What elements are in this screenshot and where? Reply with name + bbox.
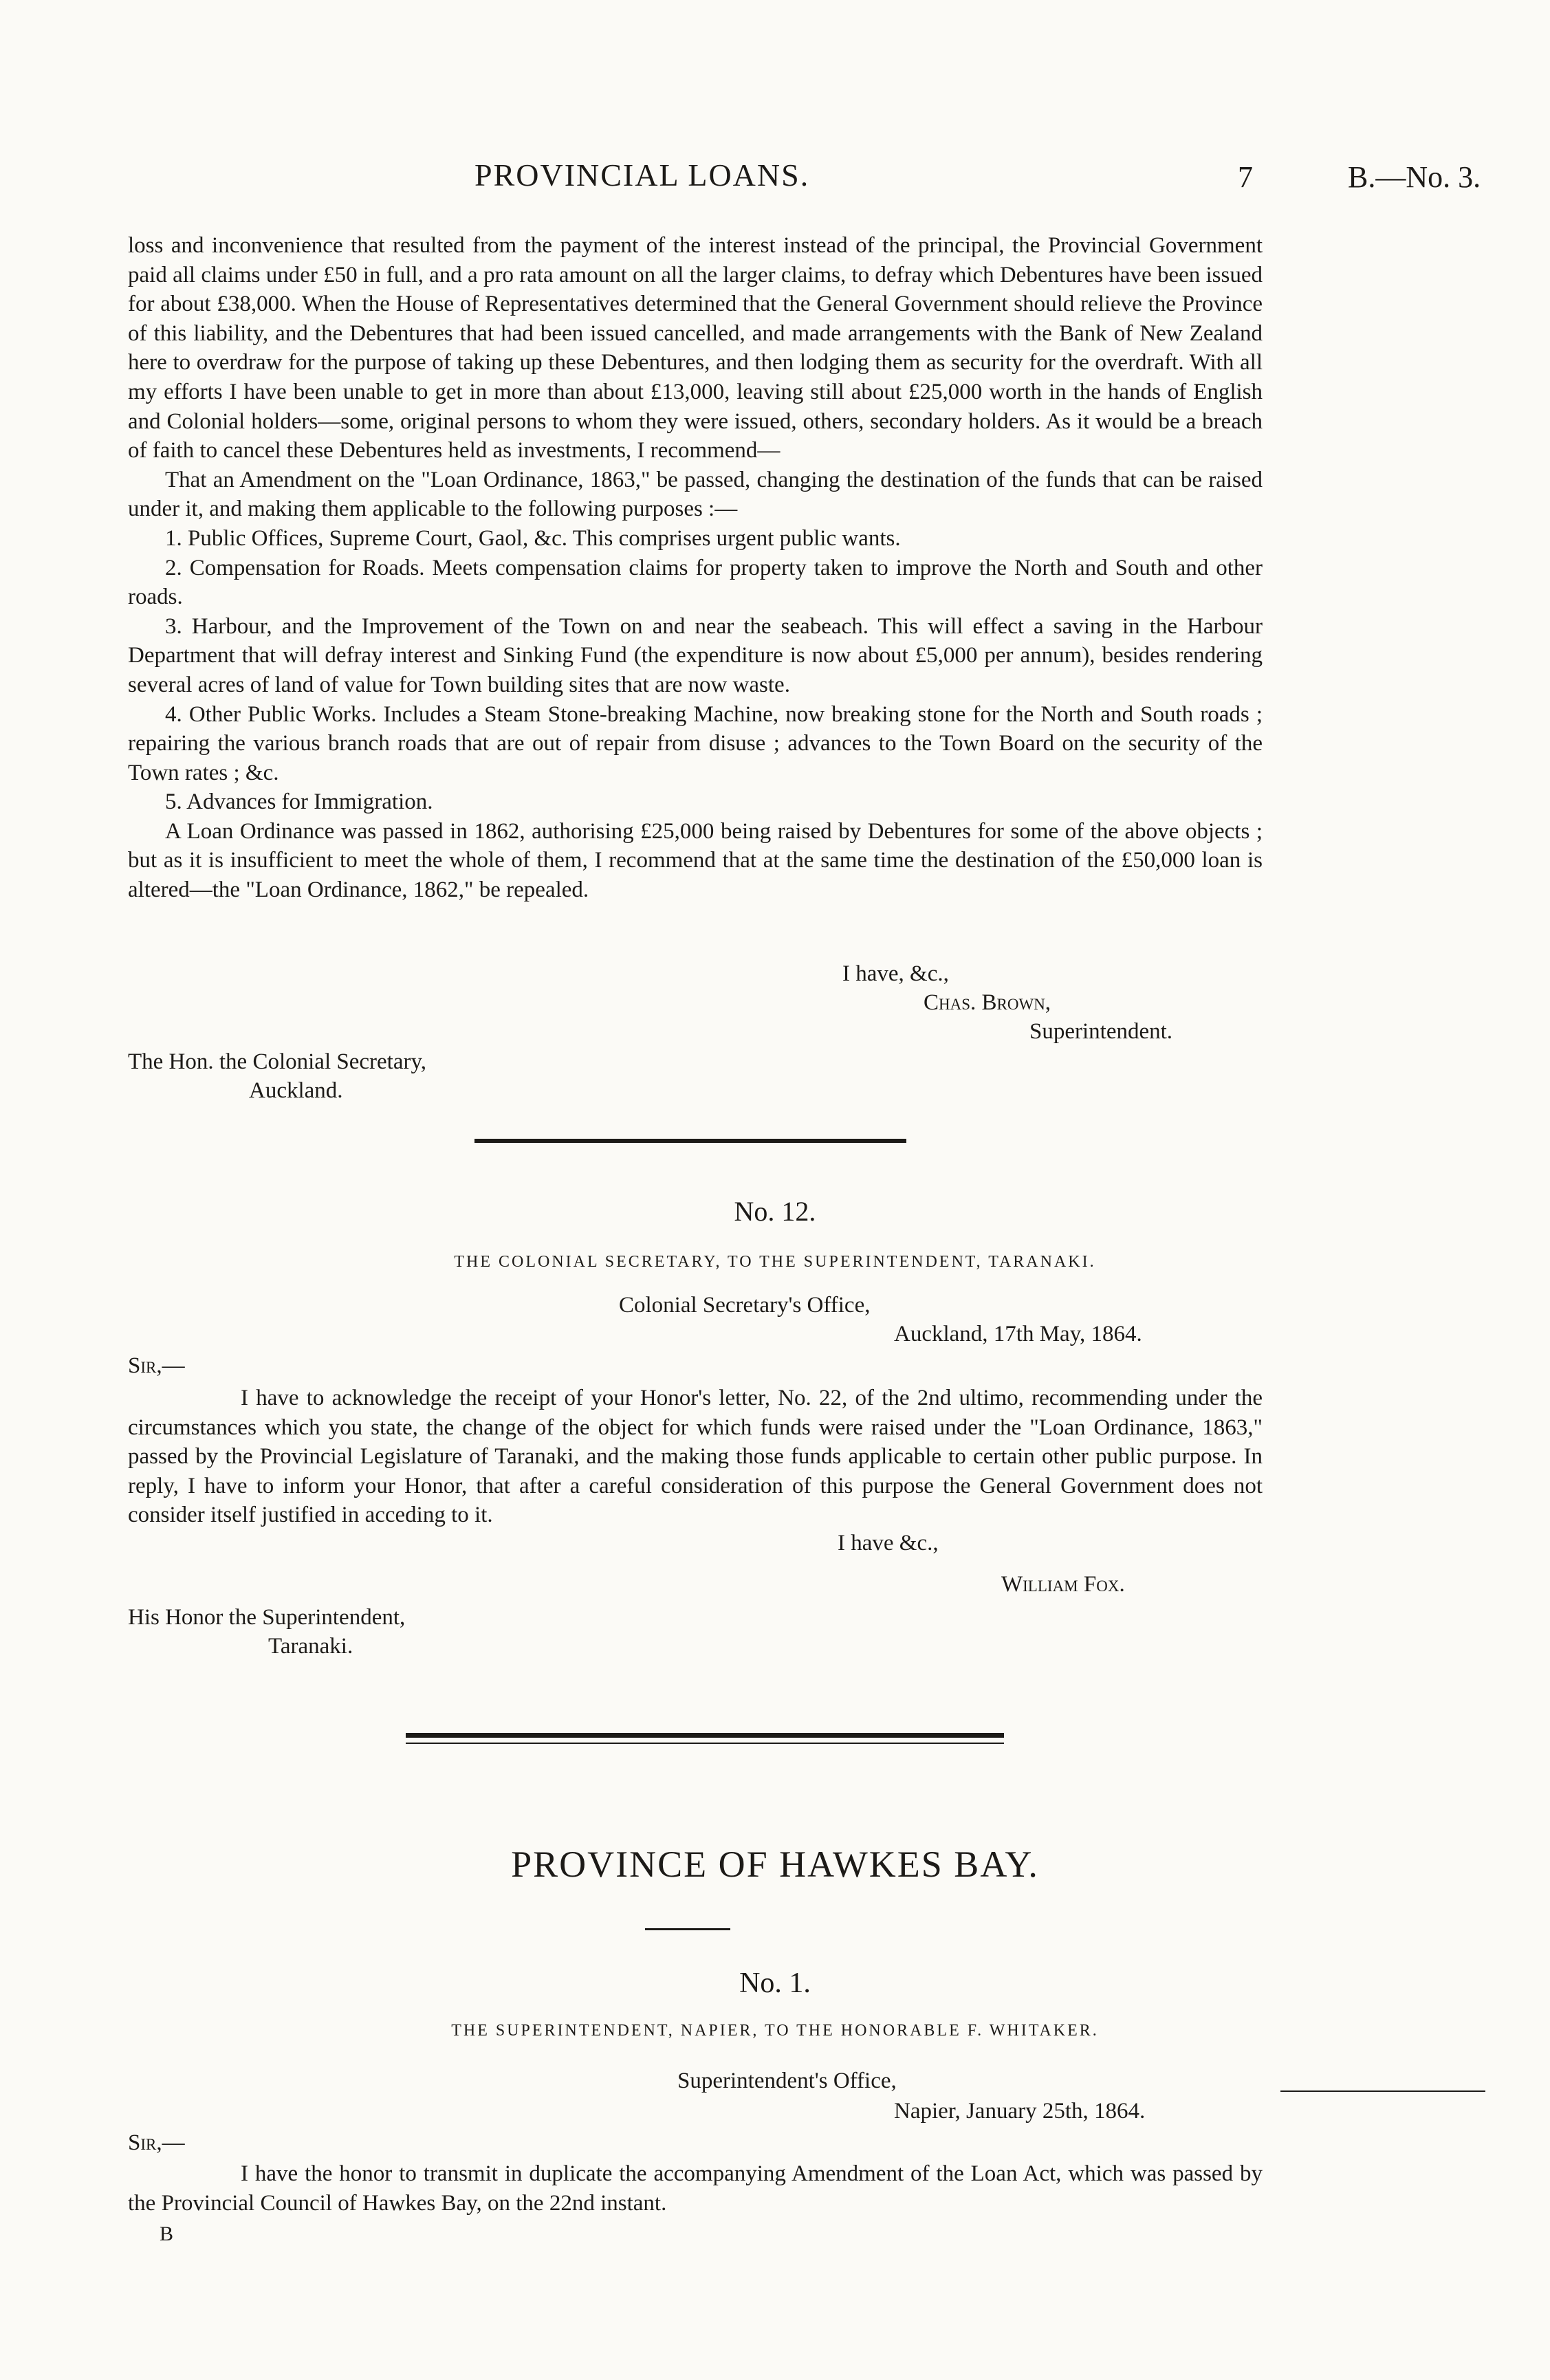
margin-rule [1280, 2090, 1485, 2092]
section-divider [474, 1139, 906, 1143]
letter11-signature-title: Superintendent. [1029, 1019, 1173, 1044]
short-rule [645, 1928, 730, 1930]
letter11-addressee-line1: The Hon. the Colonial Secretary, [128, 1049, 427, 1074]
letter11-body [128, 231, 1263, 905]
letter12-body: I have to acknowledge the receipt of your Honor's letter, No. 22, of the 2nd ultimo, recommending under the circumstances which you state, the change of the object for which funds were raised under the "Loan Ordinance, 1863," passed by the Provincial Legislature of Taranaki, and the making those funds applicable to certain other public purpose. In reply, I have to inform your Honor, that after a careful consideration of this purpose the General Government does not consider itself justified in acceding to it. [128, 1386, 1263, 1528]
letter-h1-office: Superintendent's Office, [677, 2068, 897, 2093]
page-number: 7 [1238, 160, 1253, 194]
section-title: PROVINCE OF HAWKES BAY. [511, 1844, 1039, 1885]
double-rule-bottom [406, 1743, 1004, 1744]
letter11-closing: I have, &c., [842, 961, 949, 986]
list-item: 2. Compensation for Roads. Meets compensation claims for property taken to improve the North and South and other roads. [128, 555, 1263, 610]
letter11-paragraph-2: That an Amendment on the "Loan Ordinance, 1863," be passed, changing the destination of the funds that can be raised under it, and making them applicable to the following purposes :— [128, 467, 1263, 522]
letter12-place-date: Auckland, 17th May, 1864. [894, 1322, 1142, 1346]
list-item: 1. Public Offices, Supreme Court, Gaol, &c. This comprises urgent public wants. [165, 525, 901, 551]
list-item: 4. Other Public Works. Includes a Steam Stone-breaking Machine, now breaking stone for the North and South roads ; repairing the various branch roads that are out of repair from disuse ; advances to the Town Board on the security of the Town rates ; &c. [128, 701, 1263, 785]
signature-mark: B [160, 2223, 174, 2245]
letter11-paragraph-1: loss and inconvenience that resulted from the payment of the interest instead of the principal, the Provincial Government paid all claims under £50 in full, and a pro rata amount on all the larger claims, to defray which Debentures have been issued for about £38,000. When the House of Representatives determined that the General Government should relieve the Province of this liability, and the Debentures that had been issued cancelled, and made arrangements with the Bank of New Zealand here to overdraw for the purpose of taking up these Debentures, and then lodging them as security for the overdraft. With all my efforts I have been unable to get in more than about £13,000, leaving still about £25,000 worth in the hands of English and Colonial holders—some, original persons to whom they were issued, others, secondary holders. As it would be a breach of faith to cancel these Debentures held as investments, I recommend— [128, 233, 1263, 463]
letter11-signature: Chas. Brown, [924, 990, 1051, 1015]
paper-reference: B.—No. 3. [1348, 160, 1481, 194]
letter-h1-body: I have the honor to transmit in duplicate the accompanying Amendment of the Loan Act, which was passed by the Provincial Council of Hawkes Bay, on the 22nd instant. [128, 2161, 1263, 2216]
double-rule-top [406, 1733, 1004, 1738]
list-item: 5. Advances for Immigration. [165, 789, 433, 815]
letter-h1-heading: THE SUPERINTENDENT, NAPIER, TO THE HONORABLE F. WHITAKER. [451, 2022, 1099, 2040]
letter12-closing: I have &c., [838, 1531, 939, 1555]
letter-h1-place-date: Napier, January 25th, 1864. [894, 2099, 1146, 2124]
letter12-office: Colonial Secretary's Office, [619, 1293, 871, 1318]
letter12-signature: William Fox. [1001, 1572, 1125, 1597]
list-item: 3. Harbour, and the Improvement of the Town on and near the seabeach. This will effect a saving in the Harbour Department that will defray interest and Sinking Fund (the expenditure is now about £5,000 per annum), besides rendering several acres of land of value for Town building sites that are now waste. [128, 613, 1263, 697]
letter-h1-number: No. 1. [739, 1967, 811, 1999]
letter12-number: No. 12. [734, 1196, 816, 1227]
letter11-paragraph-3: A Loan Ordinance was passed in 1862, authorising £25,000 being raised by Debentures for some of the above objects ; but as it is insufficient to meet the whole of them, I recommend that at the same time the destination of the £50,000 loan is altered—the "Loan Ordinance, 1862," be repealed. [128, 818, 1263, 903]
letter-h1-salutation: Sir,— [128, 2130, 185, 2155]
letter12-addressee-line1: His Honor the Superintendent, [128, 1605, 406, 1630]
running-title: PROVINCIAL LOANS. [474, 157, 810, 193]
letter11-addressee-line2: Auckland. [249, 1078, 343, 1103]
letter12-heading: THE COLONIAL SECRETARY, TO THE SUPERINTENDENT, TARANAKI. [454, 1253, 1096, 1271]
letter12-salutation: Sir,— [128, 1353, 185, 1378]
letter12-addressee-line2: Taranaki. [268, 1634, 353, 1659]
letter12-number-row [0, 1195, 1550, 1227]
